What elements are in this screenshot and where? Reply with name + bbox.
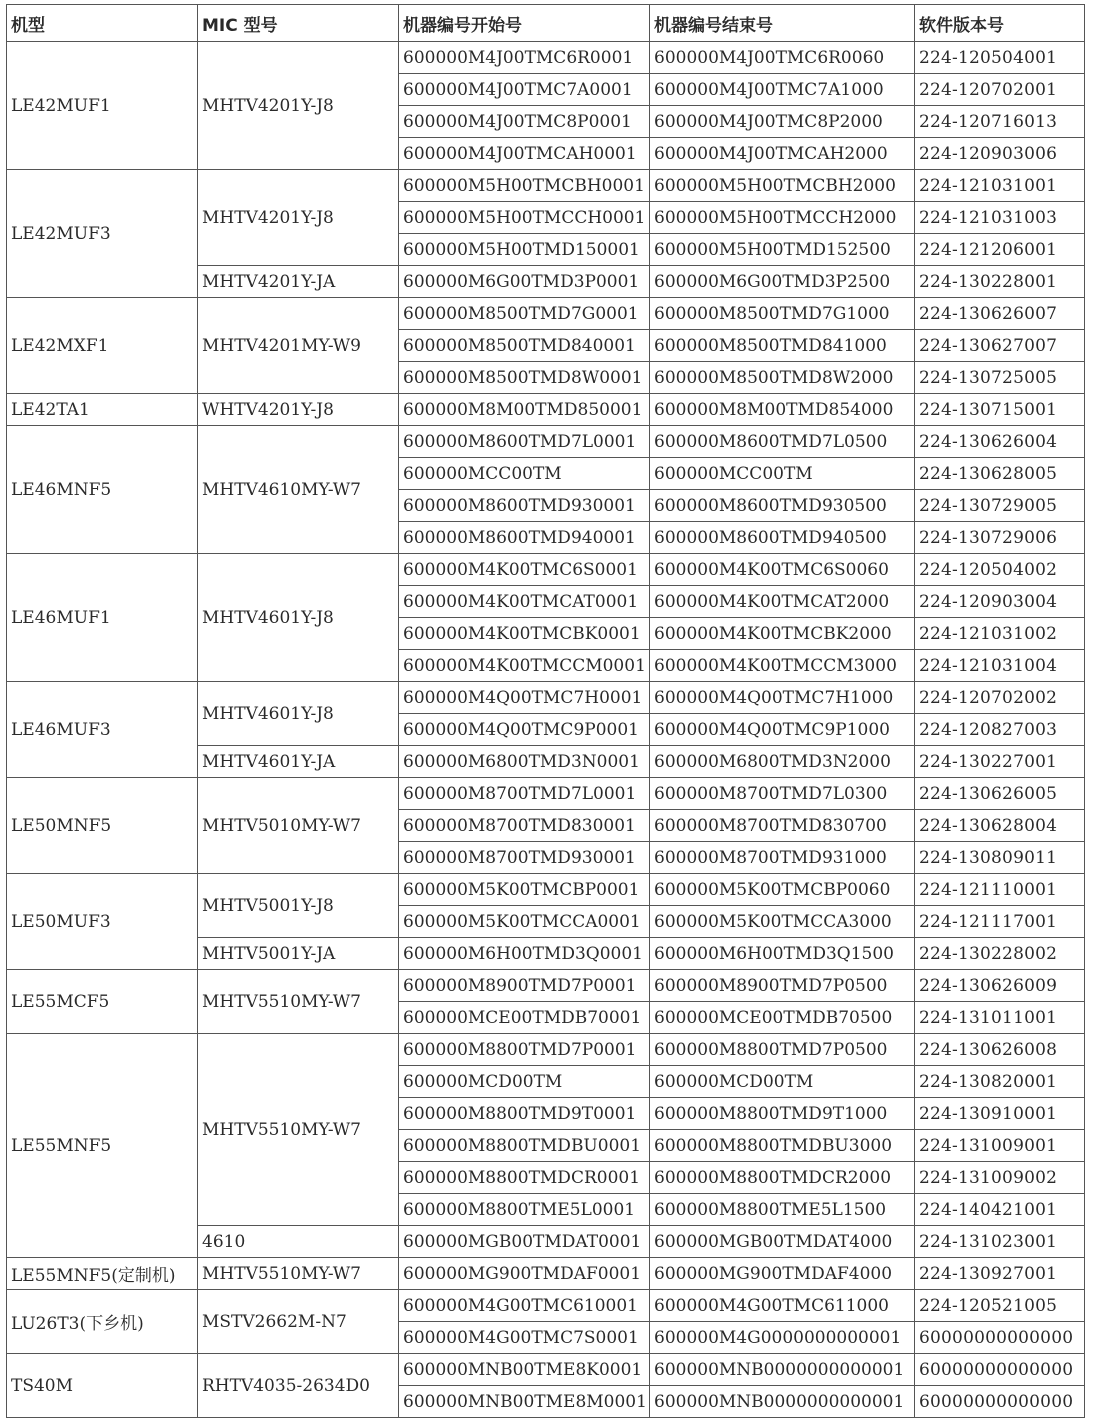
software-version-cell: 224-120504001 [915, 42, 1085, 74]
serial-start-cell: 600000M6800TMD3N0001 [399, 746, 650, 778]
software-version-cell: 224-130729006 [915, 522, 1085, 554]
model-cell: LU26T3(下乡机) [7, 1290, 198, 1354]
table-row [7, 170, 1085, 202]
serial-start-cell: 600000M8600TMD940001 [399, 522, 650, 554]
serial-end-cell: 600000M4J00TMC6R0060 [650, 42, 915, 74]
serial-start-cell: 600000MNB00TME8K0001 [399, 1354, 650, 1386]
software-version-cell: 224-120702001 [915, 74, 1085, 106]
mic-cell: MHTV4601Y-JA [198, 746, 399, 778]
serial-start-cell: 600000MCC00TM [399, 458, 650, 490]
serial-start-cell: 600000M8800TMDCR0001 [399, 1162, 650, 1194]
serial-end-cell: 600000M4J00TMCAH2000 [650, 138, 915, 170]
software-version-cell: 224-130820001 [915, 1066, 1085, 1098]
serial-start-cell: 600000M8800TME5L0001 [399, 1194, 650, 1226]
serial-end-cell: 600000M8800TMDCR2000 [650, 1162, 915, 1194]
serial-start-cell: 600000M8700TMD930001 [399, 842, 650, 874]
serial-end-cell: 600000M6800TMD3N2000 [650, 746, 915, 778]
serial-start-cell: 600000M8500TMD8W0001 [399, 362, 650, 394]
serial-end-cell: 600000M5K00TMCCA3000 [650, 906, 915, 938]
software-version-cell: 224-121031001 [915, 170, 1085, 202]
serial-start-cell: 600000M8800TMD9T0001 [399, 1098, 650, 1130]
software-version-cell: 224-120702002 [915, 682, 1085, 714]
software-version-cell: 224-130228001 [915, 266, 1085, 298]
software-version-cell: 224-121031002 [915, 618, 1085, 650]
software-version-cell: 224-130626007 [915, 298, 1085, 330]
mic-cell: MHTV4201MY-W9 [198, 298, 399, 394]
model-cell: LE42MUF1 [7, 42, 198, 170]
serial-start-cell: 600000M8700TMD830001 [399, 810, 650, 842]
table-row [7, 1258, 1085, 1290]
table-row [7, 1034, 1085, 1066]
software-version-cell: 60000000000000 [915, 1386, 1085, 1418]
header-row [7, 5, 1085, 42]
serial-end-cell: 600000M8800TMDBU3000 [650, 1130, 915, 1162]
serial-end-cell: 600000M8800TMD7P0500 [650, 1034, 915, 1066]
serial-end-cell: 600000M5H00TMD152500 [650, 234, 915, 266]
header-serial-end: 机器编号结束号 [650, 5, 915, 42]
table-row [7, 682, 1085, 714]
software-version-cell: 224-120903006 [915, 138, 1085, 170]
software-version-cell: 224-130227001 [915, 746, 1085, 778]
model-cell: LE46MUF1 [7, 554, 198, 682]
serial-start-cell: 600000M6G00TMD3P0001 [399, 266, 650, 298]
software-version-cell: 224-140421001 [915, 1194, 1085, 1226]
mic-cell: MHTV4201Y-JA [198, 266, 399, 298]
serial-start-cell: 600000M4Q00TMC7H0001 [399, 682, 650, 714]
serial-start-cell: 600000M8600TMD7L0001 [399, 426, 650, 458]
software-version-cell: 224-121031004 [915, 650, 1085, 682]
software-version-cell: 224-130809011 [915, 842, 1085, 874]
serial-start-cell: 600000M8500TMD840001 [399, 330, 650, 362]
software-version-cell: 224-120716013 [915, 106, 1085, 138]
mic-cell: RHTV4035-2634D0 [198, 1354, 399, 1418]
serial-start-cell: 600000M4Q00TMC9P0001 [399, 714, 650, 746]
software-version-cell: 224-130628005 [915, 458, 1085, 490]
serial-start-cell: 600000M4J00TMCAH0001 [399, 138, 650, 170]
table-row [7, 1354, 1085, 1386]
software-version-cell: 224-131023001 [915, 1226, 1085, 1258]
serial-start-cell: 600000M6H00TMD3Q0001 [399, 938, 650, 970]
mic-cell: MHTV5510MY-W7 [198, 970, 399, 1034]
software-version-cell: 224-120827003 [915, 714, 1085, 746]
model-cell: LE42TA1 [7, 394, 198, 426]
serial-end-cell: 600000M6G00TMD3P2500 [650, 266, 915, 298]
serial-end-cell: 600000M4G00TMC611000 [650, 1290, 915, 1322]
serial-start-cell: 600000MCE00TMDB70001 [399, 1002, 650, 1034]
serial-end-cell: 600000M8700TMD7L0300 [650, 778, 915, 810]
software-version-cell: 224-130729005 [915, 490, 1085, 522]
software-version-cell: 224-120521005 [915, 1290, 1085, 1322]
serial-start-cell: 600000M4K00TMCBK0001 [399, 618, 650, 650]
serial-start-cell: 600000M5H00TMCCH0001 [399, 202, 650, 234]
serial-start-cell: 600000M4G00TMC610001 [399, 1290, 650, 1322]
table-row [7, 874, 1085, 906]
header-model: 机型 [7, 5, 198, 42]
serial-start-cell: 600000M4J00TMC7A0001 [399, 74, 650, 106]
serial-start-cell: 600000M8900TMD7P0001 [399, 970, 650, 1002]
serial-end-cell: 600000MCC00TM [650, 458, 915, 490]
mic-cell: MSTV2662M-N7 [198, 1290, 399, 1354]
software-version-cell: 224-130715001 [915, 394, 1085, 426]
serial-start-cell: 600000M5H00TMCBH0001 [399, 170, 650, 202]
serial-end-cell: 600000MGB00TMDAT4000 [650, 1226, 915, 1258]
serial-start-cell: 600000M5K00TMCBP0001 [399, 874, 650, 906]
serial-start-cell: 600000M4J00TMC6R0001 [399, 42, 650, 74]
model-cell: LE46MUF3 [7, 682, 198, 778]
software-version-cell: 224-130626004 [915, 426, 1085, 458]
serial-start-cell: 600000M8800TMDBU0001 [399, 1130, 650, 1162]
serial-end-cell: 600000M8600TMD7L0500 [650, 426, 915, 458]
software-version-cell: 224-130626005 [915, 778, 1085, 810]
serial-end-cell: 600000MCD00TM [650, 1066, 915, 1098]
serial-start-cell: 600000M4K00TMCCM0001 [399, 650, 650, 682]
software-version-cell: 224-131011001 [915, 1002, 1085, 1034]
serial-start-cell: 600000M4J00TMC8P0001 [399, 106, 650, 138]
serial-start-cell: 600000M8600TMD930001 [399, 490, 650, 522]
software-version-cell: 224-130927001 [915, 1258, 1085, 1290]
serial-start-cell: 600000MG900TMDAF0001 [399, 1258, 650, 1290]
serial-end-cell: 600000M4J00TMC8P2000 [650, 106, 915, 138]
mic-cell: MHTV5510MY-W7 [198, 1034, 399, 1226]
software-version-cell: 224-130725005 [915, 362, 1085, 394]
table-row [7, 298, 1085, 330]
mic-cell: MHTV4601Y-J8 [198, 682, 399, 746]
serial-end-cell: 600000M8M00TMD854000 [650, 394, 915, 426]
model-cell: LE55MCF5 [7, 970, 198, 1034]
serial-end-cell: 600000MG900TMDAF4000 [650, 1258, 915, 1290]
mic-cell: 4610 [198, 1226, 399, 1258]
model-cell: LE46MNF5 [7, 426, 198, 554]
serial-end-cell: 600000M4Q00TMC7H1000 [650, 682, 915, 714]
software-version-cell: 224-121206001 [915, 234, 1085, 266]
model-cell: LE50MNF5 [7, 778, 198, 874]
serial-end-cell: 600000M8500TMD7G1000 [650, 298, 915, 330]
model-cell: LE50MUF3 [7, 874, 198, 970]
serial-end-cell: 600000MNB0000000000001 [650, 1386, 915, 1418]
software-version-cell: 60000000000000 [915, 1322, 1085, 1354]
serial-start-cell: 600000M8800TMD7P0001 [399, 1034, 650, 1066]
serial-end-cell: 600000M4K00TMCBK2000 [650, 618, 915, 650]
serial-end-cell: 600000M8600TMD930500 [650, 490, 915, 522]
table-row [7, 778, 1085, 810]
model-cell: LE42MXF1 [7, 298, 198, 394]
mic-cell: MHTV4201Y-J8 [198, 170, 399, 266]
table-row [7, 426, 1085, 458]
serial-start-cell: 600000M4K00TMC6S0001 [399, 554, 650, 586]
serial-end-cell: 600000M4G0000000000001 [650, 1322, 915, 1354]
serial-end-cell: 600000M5H00TMCBH2000 [650, 170, 915, 202]
serial-end-cell: 600000M8600TMD940500 [650, 522, 915, 554]
serial-end-cell: 600000M5K00TMCBP0060 [650, 874, 915, 906]
serial-end-cell: 600000M4K00TMCCM3000 [650, 650, 915, 682]
serial-end-cell: 600000MCE00TMDB70500 [650, 1002, 915, 1034]
mic-cell: MHTV4601Y-J8 [198, 554, 399, 682]
serial-end-cell: 600000M8900TMD7P0500 [650, 970, 915, 1002]
serial-start-cell: 600000MGB00TMDAT0001 [399, 1226, 650, 1258]
software-version-cell: 224-130910001 [915, 1098, 1085, 1130]
serial-end-cell: 600000M5H00TMCCH2000 [650, 202, 915, 234]
software-version-cell: 224-131009002 [915, 1162, 1085, 1194]
model-cell: LE55MNF5(定制机) [7, 1258, 198, 1290]
table-body [7, 42, 1085, 1418]
serial-end-cell: 600000M8500TMD8W2000 [650, 362, 915, 394]
serial-end-cell: 600000M4K00TMCAT2000 [650, 586, 915, 618]
serial-start-cell: 600000M8700TMD7L0001 [399, 778, 650, 810]
serial-end-cell: 600000M8800TMD9T1000 [650, 1098, 915, 1130]
mic-cell: MHTV5001Y-J8 [198, 874, 399, 938]
serial-start-cell: 600000M5H00TMD150001 [399, 234, 650, 266]
serial-end-cell: 600000M4K00TMC6S0060 [650, 554, 915, 586]
software-version-cell: 224-121031003 [915, 202, 1085, 234]
serial-start-cell: 600000M4K00TMCAT0001 [399, 586, 650, 618]
serial-start-cell: 600000M8M00TMD850001 [399, 394, 650, 426]
serial-start-cell: 600000M5K00TMCCA0001 [399, 906, 650, 938]
model-cell: LE42MUF3 [7, 170, 198, 298]
table-row [7, 970, 1085, 1002]
serial-start-cell: 600000MCD00TM [399, 1066, 650, 1098]
serial-start-cell: 600000M4G00TMC7S0001 [399, 1322, 650, 1354]
mic-cell: MHTV4610MY-W7 [198, 426, 399, 554]
serial-end-cell: 600000M6H00TMD3Q1500 [650, 938, 915, 970]
mic-cell: MHTV5510MY-W7 [198, 1258, 399, 1290]
software-version-cell: 224-130228002 [915, 938, 1085, 970]
mic-cell: WHTV4201Y-J8 [198, 394, 399, 426]
software-version-cell: 224-130628004 [915, 810, 1085, 842]
software-version-cell: 224-130626009 [915, 970, 1085, 1002]
serial-number-table [6, 4, 1085, 1418]
software-version-cell: 224-120903004 [915, 586, 1085, 618]
serial-end-cell: 600000MNB0000000000001 [650, 1354, 915, 1386]
mic-cell: MHTV4201Y-J8 [198, 42, 399, 170]
serial-start-cell: 600000M8500TMD7G0001 [399, 298, 650, 330]
table-row [7, 554, 1085, 586]
table-row [7, 394, 1085, 426]
table-row [7, 42, 1085, 74]
serial-end-cell: 600000M8800TME5L1500 [650, 1194, 915, 1226]
serial-end-cell: 600000M4Q00TMC9P1000 [650, 714, 915, 746]
software-version-cell: 224-130627007 [915, 330, 1085, 362]
serial-end-cell: 600000M4J00TMC7A1000 [650, 74, 915, 106]
software-version-cell: 224-130626008 [915, 1034, 1085, 1066]
serial-start-cell: 600000MNB00TME8M0001 [399, 1386, 650, 1418]
software-version-cell: 60000000000000 [915, 1354, 1085, 1386]
header-software-version: 软件版本号 [915, 5, 1085, 42]
model-cell: LE55MNF5 [7, 1034, 198, 1258]
serial-end-cell: 600000M8700TMD830700 [650, 810, 915, 842]
header-serial-start: 机器编号开始号 [399, 5, 650, 42]
software-version-cell: 224-120504002 [915, 554, 1085, 586]
model-cell: TS40M [7, 1354, 198, 1418]
mic-cell: MHTV5010MY-W7 [198, 778, 399, 874]
software-version-cell: 224-121110001 [915, 874, 1085, 906]
table-row [7, 1290, 1085, 1322]
software-version-cell: 224-131009001 [915, 1130, 1085, 1162]
serial-end-cell: 600000M8500TMD841000 [650, 330, 915, 362]
header-mic: MIC 型号 [198, 5, 399, 42]
software-version-cell: 224-121117001 [915, 906, 1085, 938]
serial-end-cell: 600000M8700TMD931000 [650, 842, 915, 874]
mic-cell: MHTV5001Y-JA [198, 938, 399, 970]
